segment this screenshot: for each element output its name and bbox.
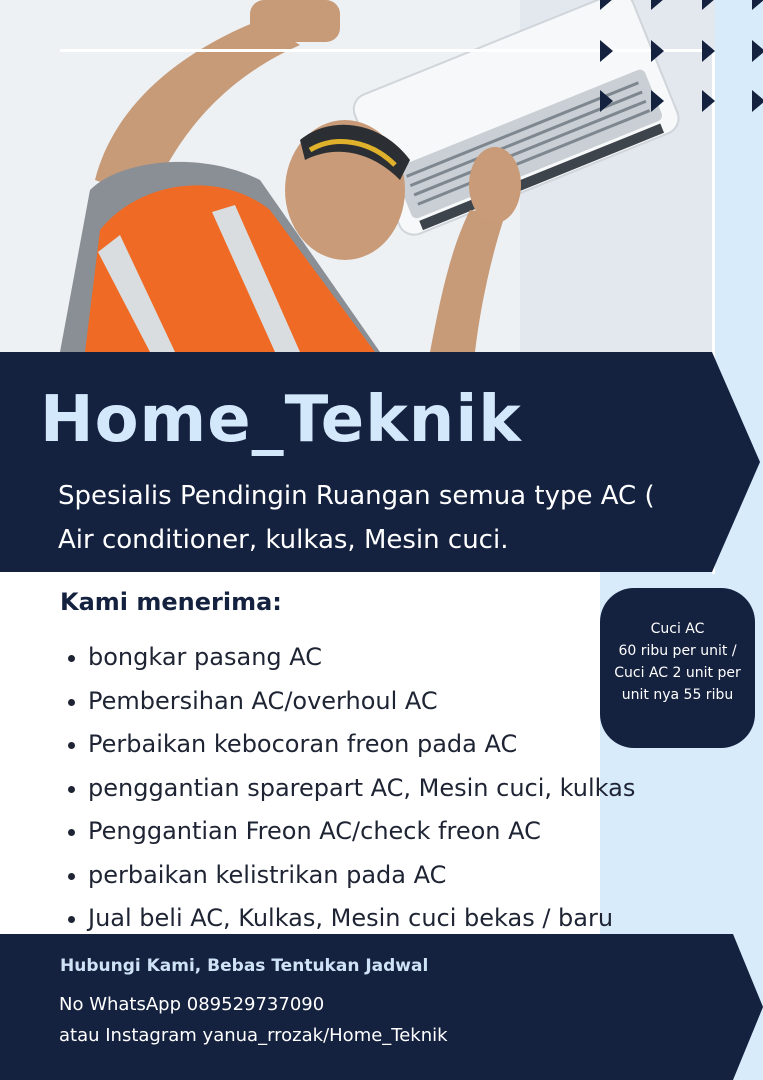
- footer-arrow: [733, 934, 763, 1080]
- services-list: [66, 636, 635, 941]
- list-item: Penggantian Freon AC/check freon AC: [66, 810, 635, 854]
- price-line: unit nya 55 ribu: [621, 687, 734, 703]
- list-item: perbaikan kelistrikan pada AC: [66, 854, 635, 898]
- list-item: Pembersihan AC/overhoul AC: [66, 680, 635, 724]
- services-heading: Kami menerima:: [60, 588, 282, 616]
- instagram-contact: atau Instagram yanua_rrozak/Home_Teknik: [59, 1025, 448, 1046]
- tagline: [58, 474, 708, 562]
- triangle-icon: [651, 40, 664, 62]
- triangle-icon: [702, 40, 715, 62]
- triangle-icon: [651, 90, 664, 112]
- triangle-icon: [752, 90, 763, 112]
- tagline-line-1: Spesialis Pendingin Ruangan semua type AC (: [58, 481, 655, 511]
- triangle-icon: [752, 0, 763, 10]
- triangle-icon: [600, 0, 613, 10]
- triangle-icon: [752, 40, 763, 62]
- price-line: Cuci AC 2 unit per: [614, 665, 741, 681]
- triangle-icon: [702, 0, 715, 10]
- whatsapp-contact: No WhatsApp 089529737090: [59, 994, 325, 1015]
- price-line: Cuci AC: [650, 621, 705, 637]
- price-bubble: [600, 588, 755, 748]
- triangle-icon: [651, 0, 664, 10]
- price-line: 60 ribu per unit /: [618, 643, 737, 659]
- triangle-icon: [600, 90, 613, 112]
- tagline-line-2: Air conditioner, kulkas, Mesin cuci.: [58, 525, 509, 555]
- frame-line-top: [60, 49, 715, 52]
- list-item: Perbaikan kebocoran freon pada AC: [66, 723, 635, 767]
- contact-heading: Hubungi Kami, Bebas Tentukan Jadwal: [60, 956, 429, 976]
- triangle-icon: [702, 90, 715, 112]
- list-item: Jual beli AC, Kulkas, Mesin cuci bekas / baru: [66, 897, 635, 941]
- title-band-arrow: [712, 352, 760, 572]
- triangle-icon: [600, 40, 613, 62]
- brand-title: Home_Teknik: [40, 383, 522, 457]
- list-item: bongkar pasang AC: [66, 636, 635, 680]
- list-item: penggantian sparepart AC, Mesin cuci, kulkas: [66, 767, 635, 811]
